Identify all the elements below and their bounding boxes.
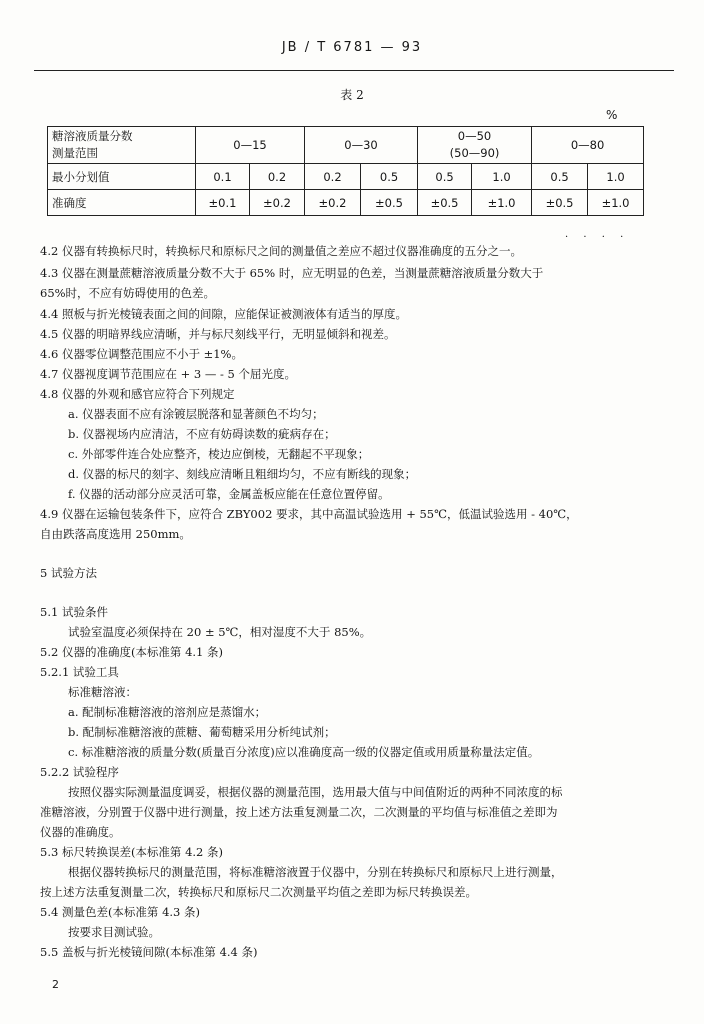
table-cell: 0.1 bbox=[196, 164, 250, 190]
list-item: a. 配制标准糖溶液的溶剂应是蒸馏水； bbox=[68, 705, 267, 719]
clause-4-3-cont: 65%时，不应有妨碍使用的色差。 bbox=[40, 286, 216, 300]
range-value: 0—50 bbox=[457, 129, 492, 143]
clause-4-8: 4.8 仪器的外观和感官应符合下列规定 bbox=[40, 387, 235, 401]
clause-4-7: 4.7 仪器视度调节范围应在 + 3 — - 5 个屈光度。 bbox=[40, 367, 297, 381]
clause-5-2-2: 5.2.2 试验程序 bbox=[40, 765, 119, 779]
clause-5-2-2-cont: 仪器的准确度。 bbox=[40, 825, 121, 839]
table-cell: ±1.0 bbox=[472, 190, 532, 216]
table-cell: 0.5 bbox=[361, 164, 418, 190]
table-caption: 表 2 bbox=[340, 88, 364, 102]
clause-5-3: 5.3 标尺转换误差(本标准第 4.2 条) bbox=[40, 845, 224, 859]
clause-4-4: 4.4 照板与折光棱镜表面之间的间隙，应能保证被测液体有适当的厚度。 bbox=[40, 307, 407, 321]
table-cell: ±1.0 bbox=[588, 190, 644, 216]
clause-5-2-1-text: 标准糖溶液： bbox=[68, 685, 137, 699]
clause-5-2-1: 5.2.1 试验工具 bbox=[40, 665, 119, 679]
clause-5-1: 5.1 试验条件 bbox=[40, 605, 108, 619]
table-row bbox=[48, 190, 644, 216]
range-cell bbox=[418, 127, 532, 164]
header-label-cell bbox=[48, 127, 196, 164]
clause-4-6: 4.6 仪器零位调整范围应不小于 ±1%。 bbox=[40, 347, 243, 361]
range-cell: 0—15 bbox=[196, 127, 305, 164]
table-unit: % bbox=[606, 108, 618, 122]
list-item: f. 仪器的活动部分应灵活可靠，金属盖板应能在任意位置停留。 bbox=[68, 487, 390, 501]
clause-5-4: 5.4 测量色差(本标准第 4.3 条) bbox=[40, 905, 201, 919]
page-header: JB / T 6781 — 93 bbox=[281, 40, 423, 55]
list-item: d. 仪器的标尺的刻字、刻线应清晰且粗细均匀，不应有断线的现象； bbox=[68, 467, 417, 481]
list-item: c. 标准糖溶液的质量分数(质量百分浓度)应以准确度高一级的仪器定值或用质量称量法定值。 bbox=[68, 745, 540, 759]
range-cell: 0—30 bbox=[305, 127, 418, 164]
list-item: b. 仪器视场内应清洁，不应有妨碍读数的疵病存在； bbox=[68, 427, 336, 441]
table-header-row bbox=[48, 127, 644, 164]
clause-4-5: 4.5 仪器的明暗界线应清晰，并与标尺刻线平行，无明显倾斜和视差。 bbox=[40, 327, 396, 341]
table-cell: ±0.5 bbox=[532, 190, 588, 216]
table-row bbox=[48, 164, 644, 190]
row-label: 最小分划值 bbox=[48, 164, 196, 190]
table-cell: ±0.5 bbox=[361, 190, 418, 216]
table-cell: 1.0 bbox=[472, 164, 532, 190]
clause-4-3: 4.3 仪器在测量蔗糖溶液质量分数不大于 65% 时，应无明显的色差，当测量蔗糖溶液质量分数大于 bbox=[40, 266, 544, 280]
table-cell: 0.5 bbox=[418, 164, 472, 190]
scan-dots: · · · · bbox=[565, 232, 630, 243]
header-rule bbox=[34, 70, 674, 71]
clause-5-4-text: 按要求目测试验。 bbox=[68, 925, 160, 939]
clause-5-3-text: 根据仪器转换标尺的测量范围，将标准糖溶液置于仪器中，分别在转换标尺和原标尺上进行测量， bbox=[68, 865, 563, 879]
list-item: c. 外部零件连合处应整齐，棱边应倒棱，无翻起不平现象； bbox=[68, 447, 370, 461]
clause-5-1-text: 试验室温度必须保持在 20 ± 5℃，相对湿度不大于 85%。 bbox=[68, 625, 372, 639]
table-cell: 0.2 bbox=[250, 164, 305, 190]
table-cell: ±0.2 bbox=[305, 190, 361, 216]
header-label-line2: 测量范围 bbox=[52, 146, 98, 160]
list-item: a. 仪器表面不应有涂镀层脱落和显著颜色不均匀； bbox=[68, 407, 324, 421]
clause-4-2: 4.2 仪器有转换标尺时，转换标尺和原标尺之间的测量值之差应不超过仪器准确度的五分之一。 bbox=[40, 244, 522, 258]
table-cell: ±0.1 bbox=[196, 190, 250, 216]
row-label: 准确度 bbox=[48, 190, 196, 216]
range-cell: 0—80 bbox=[532, 127, 644, 164]
table-cell: ±0.5 bbox=[418, 190, 472, 216]
table-cell: 1.0 bbox=[588, 164, 644, 190]
table-cell: 0.2 bbox=[305, 164, 361, 190]
page-number: 2 bbox=[52, 978, 59, 991]
clause-5-3-cont: 按上述方法重复测量二次，转换标尺和原标尺二次测量平均值之差即为标尺转换误差。 bbox=[40, 885, 477, 899]
list-item: b. 配制标准糖溶液的蔗糖、葡萄糖采用分析纯试剂； bbox=[68, 725, 336, 739]
clause-5-2: 5.2 仪器的准确度(本标准第 4.1 条) bbox=[40, 645, 224, 659]
clause-4-9: 4.9 仪器在运输包装条件下，应符合 ZBY002 要求，其中高温试验选用 + 55℃，低温试验选用 - 40℃， bbox=[40, 507, 578, 521]
section-5-heading: 5 试验方法 bbox=[40, 566, 97, 580]
clause-5-5: 5.5 盖板与折光棱镜间隙(本标准第 4.4 条) bbox=[40, 945, 258, 959]
spec-table bbox=[47, 126, 644, 216]
range-value: (50—90) bbox=[449, 146, 500, 160]
clause-5-2-2-cont: 准糖溶液，分别置于仪器中进行测量，按上述方法重复测量二次，二次测量的平均值与标准值之差即为 bbox=[40, 805, 558, 819]
clause-4-9-cont: 自由跌落高度选用 250mm。 bbox=[40, 527, 191, 541]
table-cell: 0.5 bbox=[532, 164, 588, 190]
table-cell: ±0.2 bbox=[250, 190, 305, 216]
clause-5-2-2-text: 按照仪器实际测量温度调妥，根据仪器的测量范围，选用最大值与中间值附近的两种不同浓度的标 bbox=[68, 785, 563, 799]
header-label-line1: 糖溶液质量分数 bbox=[52, 129, 133, 143]
